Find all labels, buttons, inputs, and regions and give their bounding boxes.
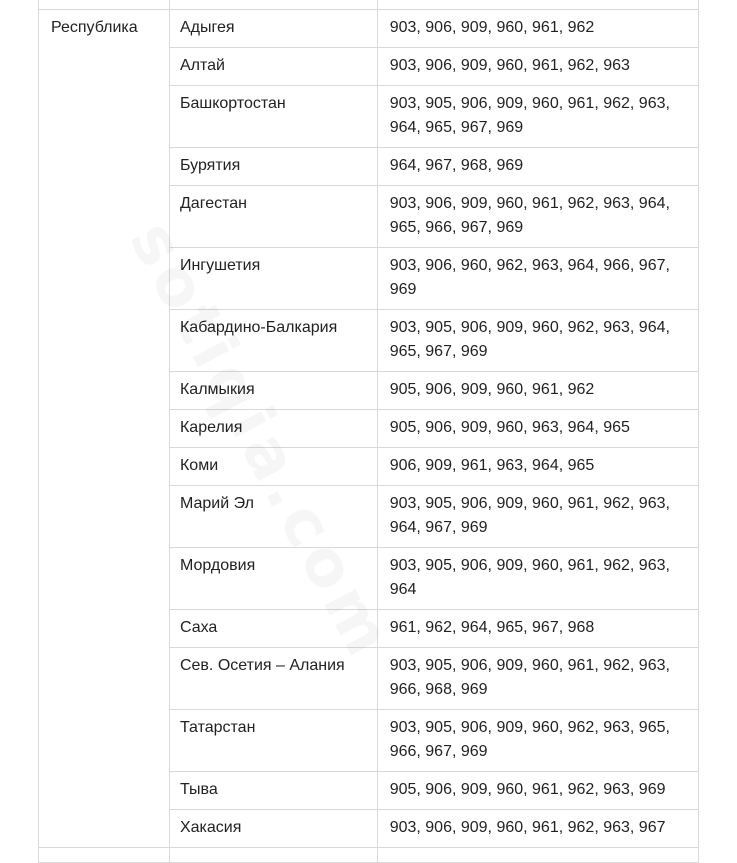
- region-name: Татарстан: [179, 719, 256, 736]
- codes-cell: [377, 10, 698, 48]
- region-cell: [169, 710, 377, 772]
- table-row-top-partial: [39, 0, 699, 10]
- region-cell: [169, 486, 377, 548]
- table-body: [39, 0, 699, 863]
- region-cell: [169, 410, 377, 448]
- region-name: Карелия: [179, 419, 243, 436]
- codes-cell: [377, 710, 698, 772]
- region-name: Калмыкия: [179, 381, 255, 398]
- operator-codes: 903, 906, 909, 960, 961, 962, 963: [389, 57, 630, 74]
- region-name: Алтай: [179, 57, 225, 74]
- operator-codes: 903, 905, 906, 909, 960, 961, 962, 963, 964, 967, 969: [389, 495, 670, 536]
- operator-codes-table: [38, 0, 699, 863]
- codes-cell: [377, 610, 698, 648]
- region-name: Тыва: [179, 781, 218, 798]
- operator-codes: 905, 906, 909, 960, 961, 962: [389, 381, 595, 398]
- region-cell: [169, 186, 377, 248]
- region-name: Мордовия: [179, 557, 256, 574]
- operator-codes: 903, 906, 909, 960, 961, 962, 963, 964, 965, 966, 967, 969: [389, 195, 670, 236]
- region-cell: [169, 248, 377, 310]
- region-cell: [169, 86, 377, 148]
- codes-cell: [377, 186, 698, 248]
- operator-codes: 964, 967, 968, 969: [389, 157, 524, 174]
- codes-table-container: [38, 0, 699, 863]
- codes-cell: [377, 148, 698, 186]
- operator-codes: 903, 905, 906, 909, 960, 961, 962, 963, 964: [389, 557, 670, 598]
- operator-codes: 903, 905, 906, 909, 960, 961, 962, 963, 966, 968, 969: [389, 657, 670, 698]
- region-name: Дагестан: [179, 195, 247, 212]
- codes-cell: [377, 48, 698, 86]
- operator-codes: 905, 906, 909, 960, 961, 962, 963, 969: [389, 781, 666, 798]
- group-cell: [39, 10, 170, 848]
- region-cell: [169, 810, 377, 848]
- region-name: Хакасия: [179, 819, 242, 836]
- region-cell: [169, 10, 377, 48]
- operator-codes: 903, 905, 906, 909, 960, 962, 963, 965, 966, 967, 969: [389, 719, 670, 760]
- codes-cell: [377, 486, 698, 548]
- codes-cell: [377, 86, 698, 148]
- operator-codes: 903, 905, 906, 909, 960, 961, 962, 963, 964, 965, 967, 969: [389, 95, 670, 136]
- region-name: Кабардино-Балкария: [179, 319, 338, 336]
- region-name: Коми: [179, 457, 219, 474]
- region-cell: [169, 310, 377, 372]
- group-label: Республика: [51, 19, 138, 36]
- region-name: Марий Эл: [179, 495, 254, 512]
- codes-cell: [377, 372, 698, 410]
- codes-cell: [377, 772, 698, 810]
- region-name: Адыгея: [179, 19, 235, 36]
- operator-codes: 961, 962, 964, 965, 967, 968: [389, 619, 595, 636]
- region-name: Бурятия: [179, 157, 241, 174]
- operator-codes: 906, 909, 961, 963, 964, 965: [389, 457, 595, 474]
- region-cell: [169, 448, 377, 486]
- codes-cell: [377, 310, 698, 372]
- table-row: [39, 10, 699, 48]
- codes-cell: [377, 548, 698, 610]
- region-cell: [169, 610, 377, 648]
- codes-cell: [377, 810, 698, 848]
- operator-codes: 903, 906, 909, 960, 961, 962, 963, 967: [389, 819, 666, 836]
- region-name: Башкортостан: [179, 95, 286, 112]
- operator-codes: 905, 906, 909, 960, 963, 964, 965: [389, 419, 630, 436]
- codes-cell: [377, 410, 698, 448]
- region-cell: [169, 372, 377, 410]
- region-name: Сев. Осетия – Алания: [179, 657, 345, 674]
- region-cell: [169, 548, 377, 610]
- table-row-bottom-partial: [39, 848, 699, 863]
- region-cell: [169, 772, 377, 810]
- operator-codes: 903, 906, 909, 960, 961, 962: [389, 19, 595, 36]
- operator-codes: 903, 905, 906, 909, 960, 962, 963, 964, 965, 967, 969: [389, 319, 670, 360]
- region-cell: [169, 48, 377, 86]
- region-cell: [169, 148, 377, 186]
- region-cell: [169, 648, 377, 710]
- operator-codes: 903, 906, 960, 962, 963, 964, 966, 967, 969: [389, 257, 670, 298]
- codes-cell: [377, 248, 698, 310]
- codes-cell: [377, 648, 698, 710]
- codes-cell: [377, 448, 698, 486]
- region-name: Ингушетия: [179, 257, 261, 274]
- region-name: Саха: [179, 619, 218, 636]
